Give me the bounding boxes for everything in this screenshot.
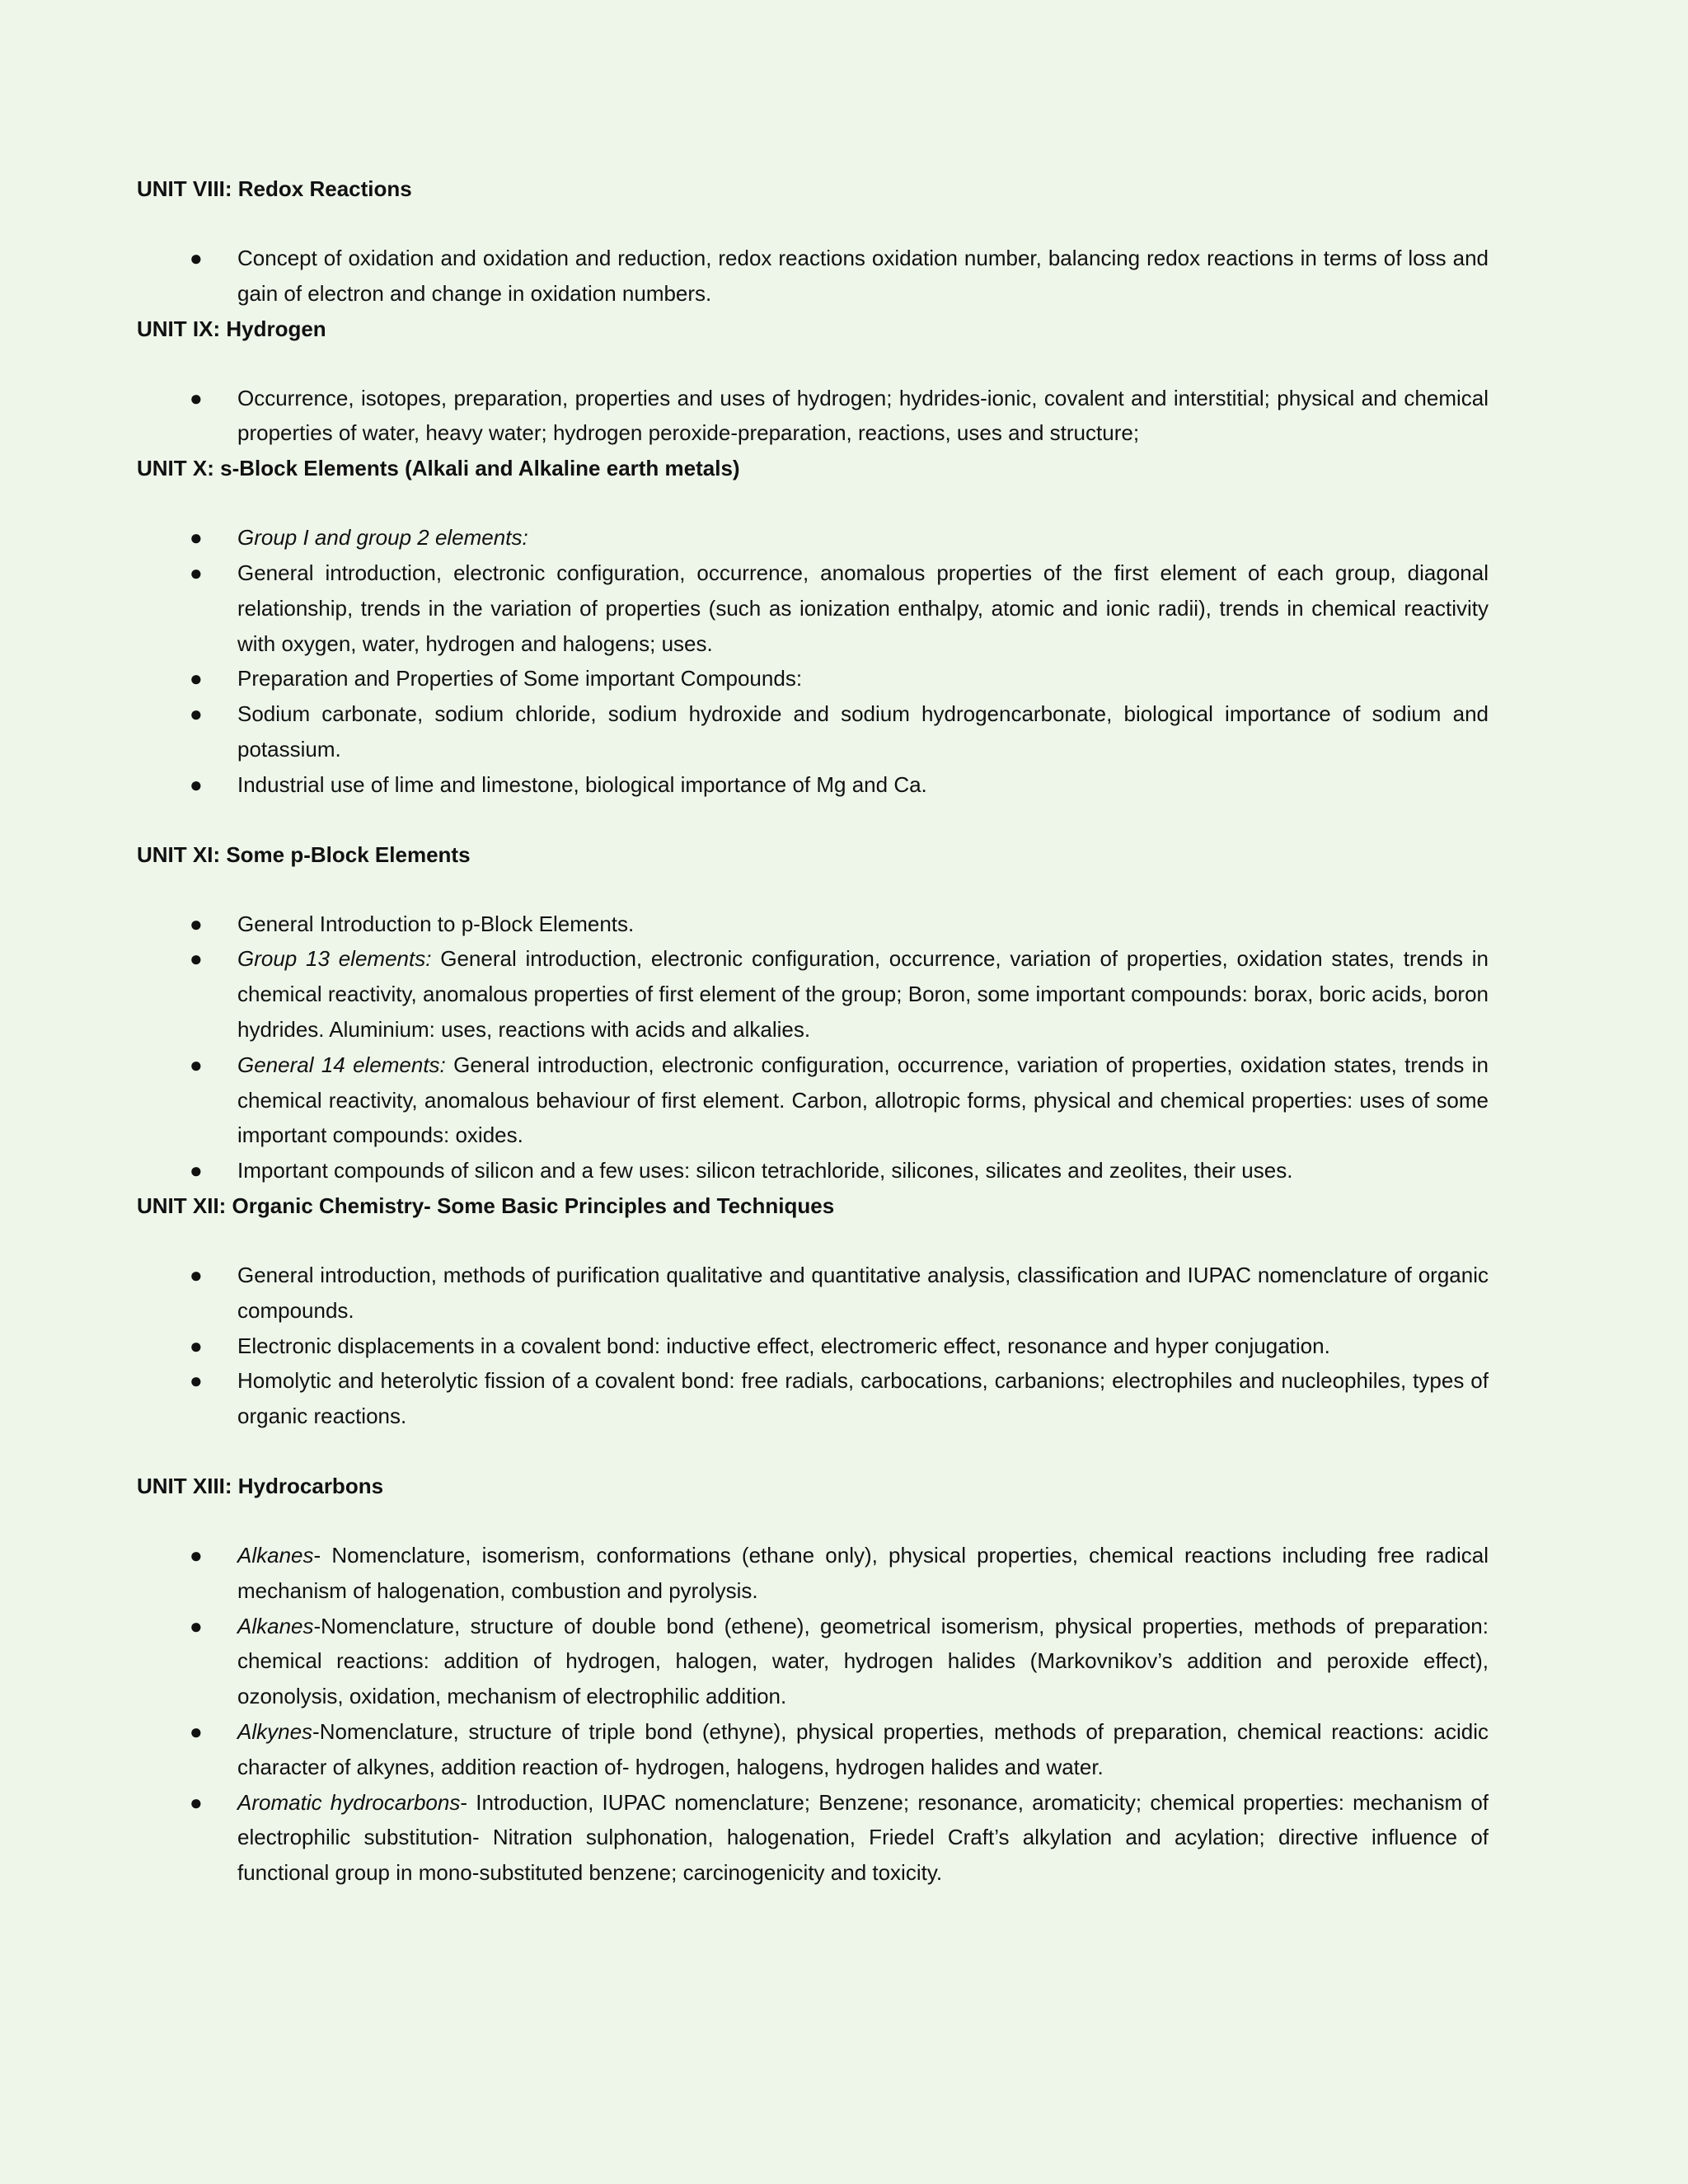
list-item (137, 1153, 1489, 1188)
list-item (137, 1538, 1489, 1609)
unit-heading: UNIT X: s-Block Elements (Alkali and Alkaline earth metals) (137, 456, 740, 481)
list-item (137, 907, 1489, 942)
list-item (137, 1047, 1489, 1153)
list-item (137, 941, 1489, 1047)
syllabus-content (137, 171, 1489, 1891)
topic-text: General introduction, electronic configuration, occurrence, variation of properties, oxidation states, trends in chemical reactivity, anomalous behaviour of first element. Carbon, allotropic forms, physical and chemical properties: uses of some important compounds: oxides. (237, 1052, 1489, 1148)
bullet-icon: ● (190, 1158, 203, 1183)
topic-text: General introduction, electronic configuration, occurrence, anomalous properties of the first element of each group, diagonal relationship, trends in the variation of properties (such as ionization enthalpy, atomic and ionic radii), trends in chemical reactivity with oxygen, water, hydrogen and halogens; uses. (237, 560, 1489, 656)
topic-lead: Alkynes (237, 1718, 313, 1744)
list-item (137, 555, 1489, 661)
bullet-icon: ● (190, 1368, 203, 1394)
bullet-icon: ● (190, 1262, 203, 1287)
topic-lead: Alkanes (237, 1613, 314, 1638)
bullet-icon: ● (190, 1789, 203, 1815)
list-item (137, 1785, 1489, 1891)
topic-text: - Introduction, IUPAC nomenclature; Benzene; resonance, aromaticity; chemical properties: mechanism of electrophilic substitution- Nitration sulphonation, halogenation, Friedel Craft’s alkylation and acylation; directive influence of functional group in mono-substituted benzene; carcinogenicity and toxicity. (237, 1789, 1489, 1886)
bullet-icon: ● (190, 385, 203, 410)
list-item (137, 1363, 1489, 1434)
list-item (137, 1609, 1489, 1714)
topic-text: - Nomenclature, isomerism, conformations (ethane only), physical properties, chemical reactions including free radical mechanism of halogenation, combustion and pyrolysis. (237, 1542, 1489, 1603)
bullet-icon: ● (190, 560, 203, 585)
list-item (137, 241, 1489, 312)
topic-list (137, 1538, 1489, 1891)
bullet-icon: ● (190, 1542, 203, 1568)
topic-text: Electronic displacements in a covalent bond: inductive effect, electromeric effect, resonance and hyper conjugation. (237, 1333, 1330, 1358)
list-item (137, 696, 1489, 767)
list-item (137, 767, 1489, 803)
topic-text: General introduction, electronic configuration, occurrence, variation of properties, oxidation states, trends in chemical reactivity, anomalous properties of first element of the group; Boron, some important compounds: borax, boric acids, boron hydrides. Aluminium: uses, reactions with acids and alkalies. (237, 946, 1489, 1042)
bullet-icon: ● (190, 1718, 203, 1744)
bullet-icon: ● (190, 1333, 203, 1358)
topic-lead: Aromatic hydrocarbons (237, 1789, 461, 1815)
bullet-icon: ● (190, 1052, 203, 1077)
topic-text: Occurrence, isotopes, preparation, properties and uses of hydrogen; hydrides-ionic, covalent and interstitial; physical and chemical properties of water, heavy water; hydrogen peroxide-preparation, reactions, uses and structure; (237, 385, 1489, 446)
topic-text: -Nomenclature, structure of double bond (ethene), geometrical isomerism, physical properties, methods of preparation: chemical reactions: addition of hydrogen, halogen, water, hydrogen halides (Markovnikov’s addition and peroxide effect), ozonolysis, oxidation, mechanism of electrophilic addition. (237, 1613, 1489, 1709)
bullet-icon: ● (190, 666, 203, 691)
topic-list (137, 381, 1489, 452)
topic-text: Concept of oxidation and oxidation and reduction, redox reactions oxidation number, balancing redox reactions in terms of loss and gain of electron and change in oxidation numbers. (237, 246, 1489, 306)
list-item (137, 381, 1489, 452)
bullet-icon: ● (190, 911, 203, 936)
unit-heading: UNIT VIII: Redox Reactions (137, 176, 412, 201)
topic-text: Important compounds of silicon and a few uses: silicon tetrachloride, silicones, silicates and zeolites, their uses. (237, 1158, 1293, 1183)
topic-text: General introduction, methods of purification qualitative and quantitative analysis, classification and IUPAC nomenclature of organic compounds. (237, 1262, 1489, 1323)
topic-text: Sodium carbonate, sodium chloride, sodium hydroxide and sodium hydrogencarbonate, biological importance of sodium and potassium. (237, 701, 1489, 762)
bullet-icon: ● (190, 246, 203, 270)
topic-text: Industrial use of lime and limestone, biological importance of Mg and Ca. (237, 771, 927, 797)
topic-list (137, 907, 1489, 1188)
bullet-icon: ● (190, 1613, 203, 1638)
unit-heading: UNIT XII: Organic Chemistry- Some Basic Principles and Techniques (137, 1193, 835, 1218)
bullet-icon: ● (190, 525, 203, 551)
topic-lead: Alkanes (237, 1542, 314, 1568)
bullet-icon: ● (190, 771, 203, 797)
topic-lead: Group I and group 2 elements: (237, 525, 528, 551)
topic-text: -Nomenclature, structure of triple bond (ethyne), physical properties, methods of preparation, chemical reactions: acidic character of alkynes, addition reaction of- hydrogen, halogens, hydrogen halides and water. (237, 1718, 1489, 1779)
bullet-icon: ● (190, 946, 203, 972)
bullet-icon: ● (190, 701, 203, 727)
list-item (137, 1329, 1489, 1364)
unit-heading: UNIT IX: Hydrogen (137, 316, 326, 341)
topic-text: Homolytic and heterolytic fission of a covalent bond: free radials, carbocations, carbanions; electrophiles and nucleophiles, types of organic reactions. (237, 1368, 1489, 1429)
topic-text: General Introduction to p-Block Elements. (237, 911, 635, 936)
topic-list (137, 1258, 1489, 1434)
unit-heading: UNIT XIII: Hydrocarbons (137, 1473, 384, 1498)
list-item (137, 1714, 1489, 1785)
topic-list (137, 241, 1489, 312)
topic-lead: General 14 elements: (237, 1052, 446, 1077)
topic-lead: Group 13 elements: (237, 946, 432, 972)
list-item (137, 520, 1489, 555)
topic-text: Preparation and Properties of Some important Compounds: (237, 666, 803, 691)
topic-list (137, 520, 1489, 802)
list-item (137, 1258, 1489, 1329)
list-item (137, 661, 1489, 696)
unit-heading: UNIT XI: Some p-Block Elements (137, 841, 471, 867)
